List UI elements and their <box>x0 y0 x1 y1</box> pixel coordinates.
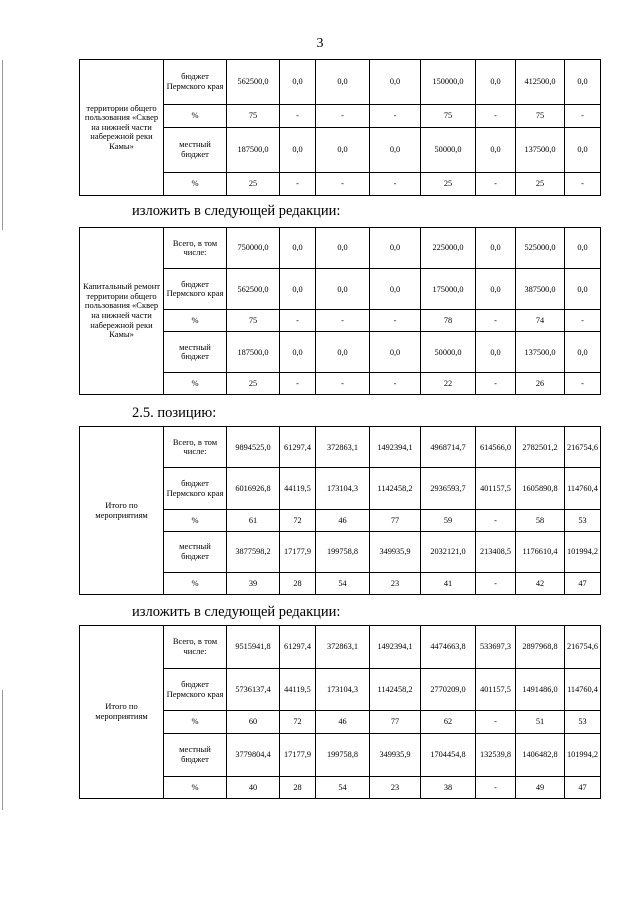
value-cell: 0,0 <box>476 332 516 373</box>
value-cell: - <box>476 711 516 733</box>
value-cell: 137500,0 <box>516 127 565 172</box>
value-cell: 0,0 <box>476 127 516 172</box>
value-cell: - <box>476 172 516 195</box>
value-cell: 75 <box>421 104 476 127</box>
value-cell: 114760,4 <box>565 668 601 711</box>
value-cell: - <box>316 373 370 395</box>
table-original-square <box>79 59 601 196</box>
value-cell: 372863,1 <box>316 626 370 669</box>
value-cell: 562500,0 <box>227 60 280 105</box>
heading-new-edition-2: изложить в следующей редакции: <box>132 604 341 620</box>
value-cell: 372863,1 <box>316 427 370 468</box>
value-cell: 216754,6 <box>565 427 601 468</box>
value-cell: 349935,9 <box>370 531 421 572</box>
value-cell: 62 <box>421 711 476 733</box>
value-cell: 47 <box>565 776 601 798</box>
value-cell: - <box>316 104 370 127</box>
row-label: Всего, в том числе: <box>164 228 227 269</box>
value-cell: 28 <box>280 776 316 798</box>
value-cell: 0,0 <box>316 332 370 373</box>
value-cell: 225000,0 <box>421 228 476 269</box>
value-cell: 42 <box>516 573 565 595</box>
value-cell: 5736137,4 <box>227 668 280 711</box>
row-label: % <box>164 509 227 531</box>
value-cell: 58 <box>516 509 565 531</box>
value-cell: 75 <box>516 104 565 127</box>
value-cell: 0,0 <box>280 127 316 172</box>
row-label: % <box>164 373 227 395</box>
value-cell: 412500,0 <box>516 60 565 105</box>
value-cell: - <box>476 573 516 595</box>
row-label: % <box>164 172 227 195</box>
value-cell: - <box>280 310 316 332</box>
value-cell: 25 <box>421 172 476 195</box>
value-cell: 9894525,0 <box>227 427 280 468</box>
value-cell: 1142458,2 <box>370 468 421 509</box>
value-cell: 0,0 <box>476 228 516 269</box>
value-cell: 54 <box>316 776 370 798</box>
scan-margin-mark <box>2 690 3 810</box>
value-cell: 2936593,7 <box>421 468 476 509</box>
value-cell: 1704454,8 <box>421 733 476 776</box>
row-label: местный бюджет <box>164 531 227 572</box>
value-cell: 0,0 <box>565 269 601 310</box>
value-cell: 0,0 <box>316 269 370 310</box>
table-original-total <box>79 426 601 595</box>
value-cell: 61297,4 <box>280 626 316 669</box>
value-cell: 17177,9 <box>280 531 316 572</box>
row-group-name: Итого по мероприятиям <box>80 626 164 799</box>
value-cell: 1142458,2 <box>370 668 421 711</box>
value-cell: 17177,9 <box>280 733 316 776</box>
value-cell: - <box>476 373 516 395</box>
value-cell: 0,0 <box>565 127 601 172</box>
value-cell: 25 <box>227 172 280 195</box>
value-cell: 53 <box>565 509 601 531</box>
value-cell: 173104,3 <box>316 468 370 509</box>
value-cell: 46 <box>316 509 370 531</box>
value-cell: 3877598,2 <box>227 531 280 572</box>
value-cell: - <box>476 509 516 531</box>
value-cell: - <box>476 310 516 332</box>
value-cell: 53 <box>565 711 601 733</box>
value-cell: 75 <box>227 104 280 127</box>
value-cell: 1176610,4 <box>516 531 565 572</box>
value-cell: - <box>370 310 421 332</box>
row-label: местный бюджет <box>164 332 227 373</box>
value-cell: 2770209,0 <box>421 668 476 711</box>
value-cell: 61 <box>227 509 280 531</box>
value-cell: - <box>565 373 601 395</box>
value-cell: 0,0 <box>565 228 601 269</box>
value-cell: 44119,5 <box>280 668 316 711</box>
value-cell: 0,0 <box>370 269 421 310</box>
value-cell: 75 <box>227 310 280 332</box>
value-cell: 49 <box>516 776 565 798</box>
value-cell: 173104,3 <box>316 668 370 711</box>
value-cell: 0,0 <box>476 60 516 105</box>
page-number: 3 <box>316 36 324 51</box>
value-cell: 78 <box>421 310 476 332</box>
table-row <box>80 60 601 105</box>
value-cell: 9515941,8 <box>227 626 280 669</box>
value-cell: - <box>316 310 370 332</box>
value-cell: 175000,0 <box>421 269 476 310</box>
row-label: бюджет Пермского края <box>164 269 227 310</box>
value-cell: 1492394,1 <box>370 427 421 468</box>
value-cell: 47 <box>565 573 601 595</box>
value-cell: 6016926,8 <box>227 468 280 509</box>
row-label: % <box>164 573 227 595</box>
value-cell: 23 <box>370 776 421 798</box>
value-cell: 59 <box>421 509 476 531</box>
value-cell: 525000,0 <box>516 228 565 269</box>
value-cell: - <box>370 373 421 395</box>
value-cell: 750000,0 <box>227 228 280 269</box>
value-cell: 614566,0 <box>476 427 516 468</box>
value-cell: - <box>476 776 516 798</box>
value-cell: 28 <box>280 573 316 595</box>
row-label: % <box>164 711 227 733</box>
row-label: бюджет Пермского края <box>164 60 227 105</box>
row-label: бюджет Пермского края <box>164 668 227 711</box>
value-cell: 0,0 <box>370 60 421 105</box>
value-cell: 72 <box>280 711 316 733</box>
value-cell: 562500,0 <box>227 269 280 310</box>
value-cell: 1605890,8 <box>516 468 565 509</box>
row-label: местный бюджет <box>164 127 227 172</box>
row-label: местный бюджет <box>164 733 227 776</box>
value-cell: 0,0 <box>316 60 370 105</box>
value-cell: 401157,5 <box>476 468 516 509</box>
value-cell: 74 <box>516 310 565 332</box>
row-label: Всего, в том числе: <box>164 626 227 669</box>
value-cell: - <box>280 172 316 195</box>
value-cell: 349935,9 <box>370 733 421 776</box>
value-cell: 0,0 <box>370 228 421 269</box>
value-cell: 213408,5 <box>476 531 516 572</box>
heading-position-2-5: 2.5. позицию: <box>132 405 217 421</box>
value-cell: - <box>280 373 316 395</box>
value-cell: - <box>565 310 601 332</box>
value-cell: 150000,0 <box>421 60 476 105</box>
value-cell: 3779804,4 <box>227 733 280 776</box>
value-cell: - <box>565 104 601 127</box>
value-cell: 0,0 <box>565 60 601 105</box>
value-cell: 132539,8 <box>476 733 516 776</box>
value-cell: 2782501,2 <box>516 427 565 468</box>
value-cell: 0,0 <box>370 127 421 172</box>
value-cell: 72 <box>280 509 316 531</box>
table-row <box>80 626 601 669</box>
value-cell: 0,0 <box>280 269 316 310</box>
value-cell: 114760,4 <box>565 468 601 509</box>
value-cell: 25 <box>227 373 280 395</box>
value-cell: 401157,5 <box>476 668 516 711</box>
row-label: % <box>164 104 227 127</box>
value-cell: 0,0 <box>316 127 370 172</box>
value-cell: 44119,5 <box>280 468 316 509</box>
value-cell: 40 <box>227 776 280 798</box>
value-cell: 46 <box>316 711 370 733</box>
table-row <box>80 427 601 468</box>
value-cell: - <box>565 172 601 195</box>
value-cell: 101994,2 <box>565 531 601 572</box>
value-cell: 61297,4 <box>280 427 316 468</box>
value-cell: 25 <box>516 172 565 195</box>
value-cell: 41 <box>421 573 476 595</box>
value-cell: 22 <box>421 373 476 395</box>
value-cell: 533697,3 <box>476 626 516 669</box>
row-label: Всего, в том числе: <box>164 427 227 468</box>
value-cell: 0,0 <box>280 228 316 269</box>
value-cell: 0,0 <box>370 332 421 373</box>
value-cell: 23 <box>370 573 421 595</box>
table-revised-total <box>79 625 601 799</box>
value-cell: 1491486,0 <box>516 668 565 711</box>
scan-margin-mark <box>2 60 3 230</box>
value-cell: 1492394,1 <box>370 626 421 669</box>
value-cell: 1406482,8 <box>516 733 565 776</box>
value-cell: 199758,8 <box>316 733 370 776</box>
value-cell: 216754,6 <box>565 626 601 669</box>
row-label: бюджет Пермского края <box>164 468 227 509</box>
value-cell: - <box>316 172 370 195</box>
value-cell: 187500,0 <box>227 332 280 373</box>
value-cell: 2897968,8 <box>516 626 565 669</box>
value-cell: 199758,8 <box>316 531 370 572</box>
value-cell: 0,0 <box>280 60 316 105</box>
value-cell: 0,0 <box>280 332 316 373</box>
value-cell: 0,0 <box>316 228 370 269</box>
value-cell: 187500,0 <box>227 127 280 172</box>
value-cell: - <box>370 172 421 195</box>
heading-new-edition-1: изложить в следующей редакции: <box>132 203 341 219</box>
value-cell: 0,0 <box>476 269 516 310</box>
value-cell: 77 <box>370 711 421 733</box>
value-cell: 54 <box>316 573 370 595</box>
value-cell: - <box>280 104 316 127</box>
value-cell: 4968714,7 <box>421 427 476 468</box>
value-cell: 77 <box>370 509 421 531</box>
row-group-name: Итого по мероприятиям <box>80 427 164 595</box>
value-cell: 387500,0 <box>516 269 565 310</box>
value-cell: 101994,2 <box>565 733 601 776</box>
value-cell: 38 <box>421 776 476 798</box>
value-cell: - <box>370 104 421 127</box>
row-label: % <box>164 310 227 332</box>
row-label: % <box>164 776 227 798</box>
value-cell: 26 <box>516 373 565 395</box>
value-cell: - <box>476 104 516 127</box>
value-cell: 50000,0 <box>421 127 476 172</box>
row-group-name: территории общего пользования «Сквер на нижней части набережной реки Камы» <box>80 60 164 196</box>
value-cell: 0,0 <box>565 332 601 373</box>
value-cell: 137500,0 <box>516 332 565 373</box>
value-cell: 60 <box>227 711 280 733</box>
table-revised-square <box>79 227 601 395</box>
row-group-name: Капитальный ремонт территории общего пользования «Сквер на нижней части набережной реки Камы» <box>80 228 164 395</box>
value-cell: 4474663,8 <box>421 626 476 669</box>
value-cell: 50000,0 <box>421 332 476 373</box>
value-cell: 2032121,0 <box>421 531 476 572</box>
value-cell: 39 <box>227 573 280 595</box>
value-cell: 51 <box>516 711 565 733</box>
table-row <box>80 228 601 269</box>
